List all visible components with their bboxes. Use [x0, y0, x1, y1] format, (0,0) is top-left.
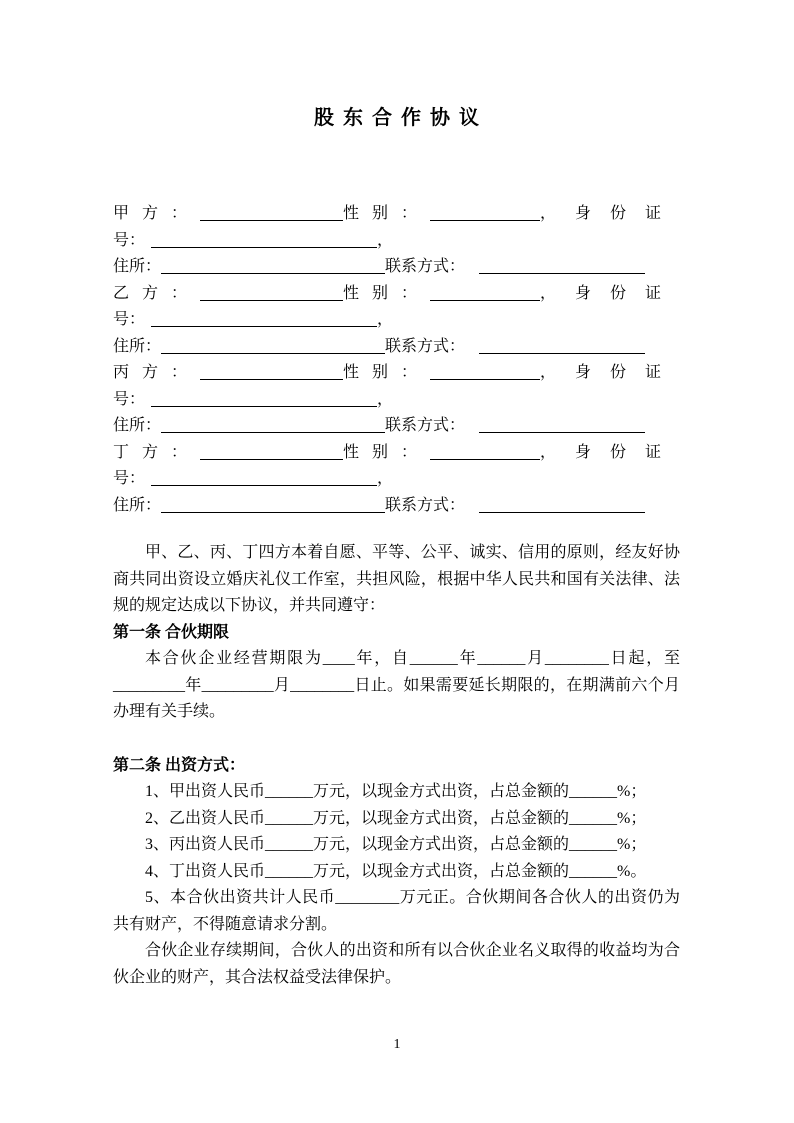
- comma-text: ，: [377, 390, 394, 408]
- party-address-line: [113, 493, 680, 520]
- party-gender-blank-line: [430, 300, 540, 301]
- party-name-label: 丁方：: [113, 443, 201, 461]
- closing-paragraph: 合伙企业存续期间，合伙人的出资和所有以合伙企业名义取得的收益均为合伙企业的财产，其合法权益受法律保护。: [113, 942, 680, 986]
- article1-body: 本合伙企业经营期限为____年，自______年______月________日起，至_________年_________月________日止。如果需要延长期限的，在期满前六个月办理有关手续。: [113, 650, 680, 720]
- contribution-item-2: 2、乙出资人民币______万元，以现金方式出资，占总金额的______%；: [145, 809, 647, 827]
- party-block-jia: [113, 201, 680, 281]
- party-name-blank-line: [200, 300, 343, 301]
- comma-text: ，: [377, 231, 394, 249]
- party-contact-blank-line: [479, 432, 645, 433]
- party-name-line: [113, 360, 680, 387]
- party-address-label: 住所：: [113, 337, 162, 355]
- party-contact-blank-line: [479, 512, 645, 513]
- party-gender-blank-line: [430, 379, 540, 380]
- party-idnumber-line: [113, 466, 680, 493]
- party-address-blank-line: [161, 353, 385, 354]
- party-idnumber-label: 号：: [113, 470, 146, 487]
- party-idnumber-line: [113, 387, 680, 414]
- party-address-line: [113, 254, 680, 281]
- party-name-line: [113, 440, 680, 467]
- party-idnumber-line: [113, 228, 680, 255]
- party-gender-label: 性别：: [342, 364, 430, 381]
- party-idcard-label: ，身份证: [539, 443, 680, 461]
- party-idnumber-blank-line: [151, 485, 377, 486]
- party-gender-label: 性别：: [342, 205, 430, 222]
- party-block-bing: [113, 360, 680, 440]
- party-name-blank-line: [200, 459, 343, 460]
- party-address-line: [113, 413, 680, 440]
- party-address-blank-line: [161, 512, 385, 513]
- party-address-blank-line: [161, 432, 385, 433]
- party-name-blank-line: [200, 379, 343, 380]
- party-block-yi: [113, 281, 680, 361]
- party-idnumber-label: 号：: [113, 311, 146, 328]
- party-idcard-label: ，身份证: [539, 205, 680, 222]
- party-contact-label: 联系方式：: [385, 337, 466, 355]
- preamble-paragraph: 甲、乙、丙、丁四方本着自愿、平等、公平、诚实、信用的原则，经友好协商共同出资设立婚庆礼仪工作室，共担风险，根据中华人民共和国有关法律、法规的规定达成以下协议，并共同遵守：: [113, 544, 680, 614]
- party-contact-label: 联系方式：: [385, 496, 466, 514]
- party-gender-label: 性别：: [342, 284, 430, 302]
- party-name-line: [113, 281, 680, 308]
- parties-section: [113, 201, 680, 519]
- party-idnumber-line: [113, 307, 680, 334]
- party-contact-label: 联系方式：: [385, 417, 466, 434]
- party-block-ding: [113, 440, 680, 520]
- party-gender-label: 性别：: [342, 443, 430, 461]
- party-address-label: 住所：: [113, 417, 162, 434]
- article2-heading: 第二条 出资方式：: [113, 756, 246, 774]
- party-address-label: 住所：: [113, 496, 162, 514]
- party-address-label: 住所：: [113, 258, 162, 275]
- party-gender-blank-line: [430, 220, 540, 221]
- contribution-item-5: 5、本合伙出资共计人民币________万元正。合伙期间各合伙人的出资仍为共有财产，不得随意请求分割。: [113, 889, 680, 933]
- contribution-item-1: 1、甲出资人民币______万元，以现金方式出资，占总金额的______%；: [145, 783, 647, 800]
- party-name-blank-line: [200, 220, 343, 221]
- comma-text: ，: [377, 470, 394, 487]
- comma-text: ，: [377, 311, 394, 328]
- party-name-label: 丙方：: [113, 364, 201, 381]
- party-idnumber-blank-line: [151, 406, 377, 407]
- party-idcard-label: ，身份证: [539, 364, 680, 381]
- party-idnumber-label: 号：: [113, 390, 146, 408]
- party-idnumber-blank-line: [151, 247, 377, 248]
- party-contact-label: 联系方式：: [385, 258, 466, 275]
- party-contact-blank-line: [479, 353, 645, 354]
- party-name-label: 乙方：: [113, 284, 201, 302]
- document-title: 股东合作协议: [314, 107, 488, 129]
- article1-heading: 第一条 合伙期限: [113, 623, 230, 641]
- party-idcard-label: ，身份证: [539, 284, 680, 302]
- contribution-item-4: 4、丁出资人民币______万元，以现金方式出资，占总金额的______%。: [145, 862, 647, 880]
- party-gender-blank-line: [430, 459, 540, 460]
- document-content: [113, 0, 680, 991]
- party-idnumber-label: 号：: [113, 231, 146, 249]
- party-address-blank-line: [161, 273, 385, 274]
- party-name-label: 甲方：: [113, 205, 201, 222]
- page-number: 1: [393, 1037, 401, 1052]
- party-idnumber-blank-line: [151, 326, 377, 327]
- party-contact-blank-line: [479, 273, 645, 274]
- party-address-line: [113, 334, 680, 361]
- contribution-item-3: 3、丙出资人民币______万元，以现金方式出资，占总金额的______%；: [145, 836, 647, 853]
- party-name-line: [113, 201, 680, 228]
